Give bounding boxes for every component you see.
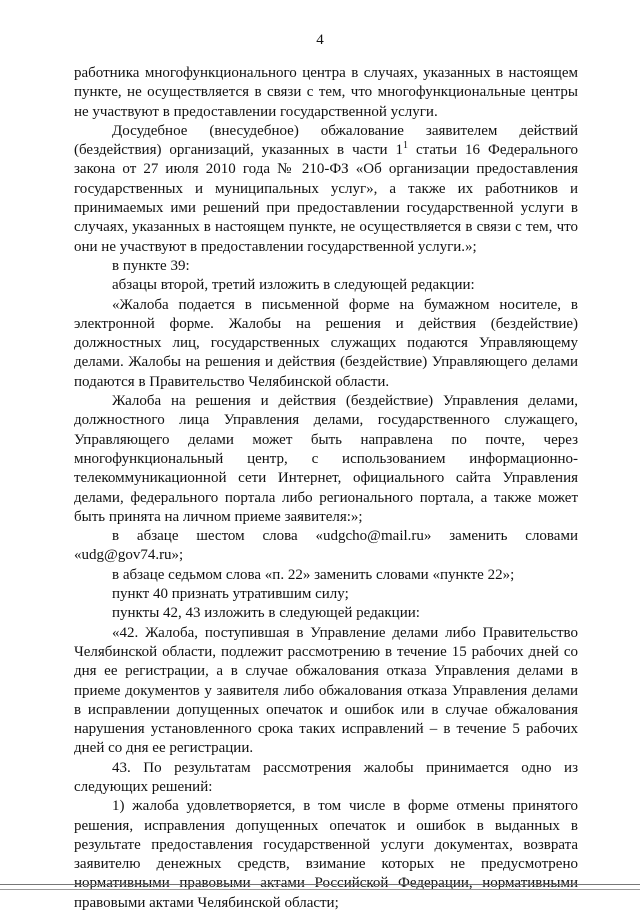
paragraph-11: «42. Жалоба, поступившая в Управление делами либо Правительство Челябинской области, подлежит рассмотрению в течение 15 рабочих дней со дня ее регистрации, а в случае обжалования отказа Управления делами в приеме документов у заявителя либо обжалования отказа Управления делами в исправлении допущенных опечаток и ошибок или в случае обжалования нарушения установленного срока таких исправлений – в течение 5 рабочих дней со дня ее регистрации. (74, 624, 578, 757)
document-body (74, 64, 578, 913)
paragraph-1: работника многофункционального центра в случаях, указанных в настоящем пункте, не осуществляется в связи с тем, что многофункциональные центры не участвуют в предоставлении государственной услуги. (74, 65, 578, 120)
paragraph-10: пункты 42, 43 изложить в следующей редакции: (112, 605, 420, 622)
paragraph-12: 43. По результатам рассмотрения жалобы принимается одно из следующих решений: (74, 759, 578, 795)
paragraph-7: в абзаце шестом слова «udgcho@mail.ru» заменить словами «udg@gov74.ru»; (74, 528, 578, 564)
paragraph-5: «Жалоба подается в письменной форме на бумажном носителе, в электронной форме. Жалобы на решения и действия (бездействие) должностных лиц, государственных служащих подаются Управляющему делами. Жалобы на решения и действия (бездействие) Управляющего делами подаются в Правительство Челябинской области. (74, 296, 578, 390)
paragraph-9: пункт 40 признать утратившим силу; (112, 586, 349, 603)
paragraph-2-part-b: статьи 16 Федерального закона от 27 июля 2010 года № 210-ФЗ «Об организации предоставления государственных и муниципальных услуг», а также их работников и принимаемых ими решений при предоставлении государственной услуги в случаях, указанных в настоящем пункте, не осуществляется в связи с тем, что они не участвуют в предоставлении государственной услуги.»; (74, 142, 578, 255)
superscript-1: 1 (403, 140, 408, 152)
paragraph-2 (74, 122, 578, 257)
paragraph-2-part-a: Досудебное (внесудебное) обжалование заявителем действий (бездействия) организаций, указанных в части 1 (74, 122, 578, 159)
bottom-divider (0, 884, 640, 885)
paragraph-6: Жалоба на решения и действия (бездействие) Управления делами, должностного лица Управления делами, государственного служащего, Управляющего делами может быть направлена по почте, через многофункциональный центр, с использованием информационно-телекоммуникационной сети Интернет, официального сайта Управления делами, федерального портала либо регионального портала, а также может быть принята на личном приеме заявителя:»; (74, 393, 578, 525)
page-number: 4 (316, 32, 324, 48)
bottom-divider-secondary (0, 889, 640, 890)
paragraph-3: в пункте 39: (112, 257, 190, 274)
paragraph-13: 1) жалоба удовлетворяется, в том числе в форме отмены принятого решения, исправления допущенных опечаток и ошибок в выданных в результате предоставления государственной услуги документах, возврата заявителю денежных средств, взимание которых не предусмотрено нормативными правовыми актами Российской Федерации, нормативными правовыми актами Челябинской области; (74, 798, 578, 911)
paragraph-8: в абзаце седьмом слова «п. 22» заменить словами «пункте 22»; (112, 566, 515, 583)
paragraph-4: абзацы второй, третий изложить в следующей редакции: (112, 277, 475, 294)
